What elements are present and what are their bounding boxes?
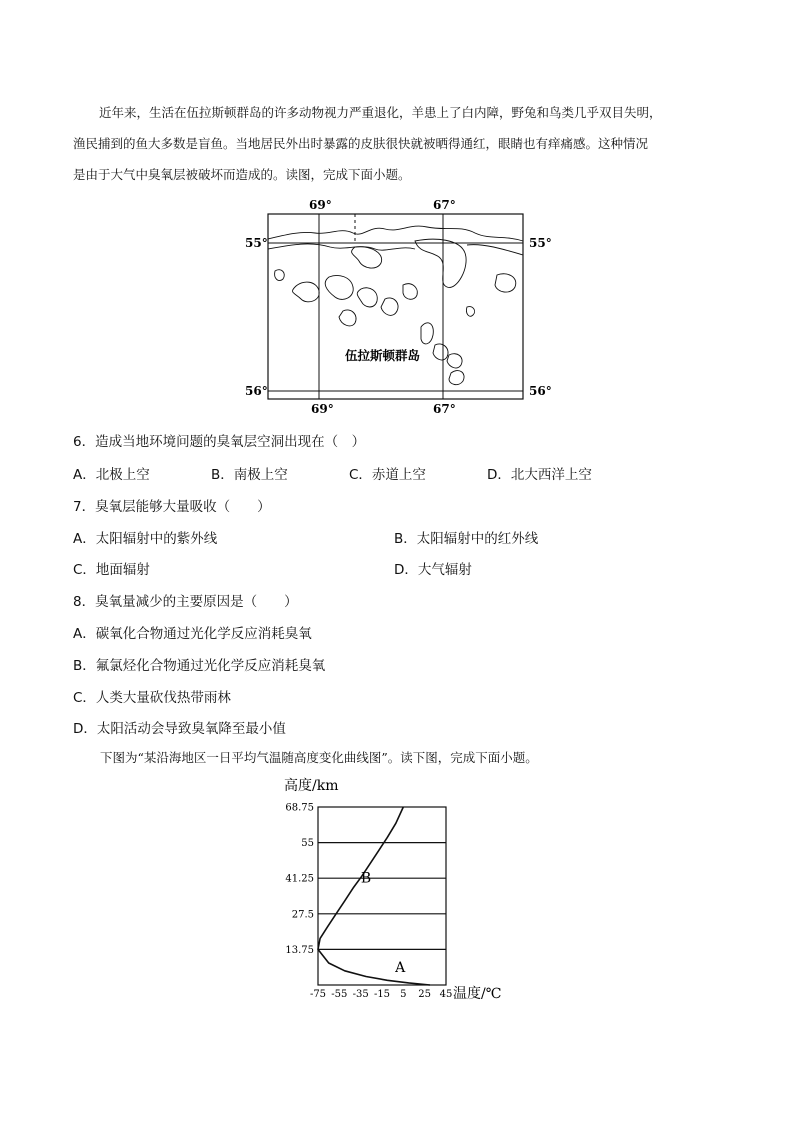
q6-option-d: D．北大西洋上空 [487,467,592,483]
lon-label-67-top: 67° [433,198,456,212]
q7-option-a: A．太阳辐射中的紫外线 [73,531,218,547]
lon-label-69-bottom: 69° [311,402,334,416]
q7-option-b: B．太阳辐射中的红外线 [394,531,539,547]
lat-label-55-right: 55° [529,236,552,250]
chart-annotations [361,871,406,976]
x-tick-label: 45 [439,989,453,1000]
lat-label-56-left: 56° [245,384,268,398]
island-label: 伍拉斯顿群岛 [345,348,421,363]
intro-paragraph [73,97,723,190]
question-7-stem: 7．臭氧层能够大量吸收（ ） [73,499,271,515]
y-tick-label: 27.5 [291,909,314,921]
chart-xlabel: 温度/℃ [453,986,502,1002]
y-tick-label: 13.75 [285,944,314,956]
x-tick-label: 5 [400,989,407,1000]
q6-option-b: B．南极上空 [211,467,288,483]
chart-x-ticks [310,989,452,1000]
lon-label-67-bottom: 67° [433,402,456,416]
q6-option-c: C．赤道上空 [349,467,426,483]
chart-y-ticks [285,803,314,956]
x-tick-label: -55 [331,989,348,1000]
y-tick-label: 55 [301,838,314,850]
chart-ylabel: 高度/km [284,778,339,794]
intro-line-1: 近年来，生活在伍拉斯顿群岛的许多动物视力严重退化，羊患上了白内障，野兔和鸟类几乎双目失明， [99,105,662,120]
q8-option-b: B．氟氯烃化合物通过光化学反应消耗臭氧 [73,658,326,674]
y-tick-label: 68.75 [285,802,314,814]
annotation-A: A [395,960,406,977]
x-tick-label: -15 [373,989,391,1000]
intro-line-2: 渔民捕到的鱼大多数是盲鱼。当地居民外出时暴露的皮肤很快就被晒得通红，眼睛也有痒痛感。这种情况 [73,136,649,151]
q8-option-d: D．太阳活动会导致臭氧降至最小值 [73,721,286,737]
question-6-stem: 6．造成当地环境问题的臭氧层空洞出现在（ ） [73,434,366,450]
q8-option-a: A．碳氧化合物通过光化学反应消耗臭氧 [73,626,312,642]
lon-label-69-top: 69° [309,198,332,212]
q7-option-c: C．地面辐射 [73,562,150,578]
plot-frame [318,807,446,985]
chart-intro: 下图为“某沿海地区一日平均气温随高度变化曲线图”。读下图，完成下面小题。 [100,750,538,765]
x-tick-label: 25 [418,989,432,1000]
annotation-B: B [360,870,372,887]
y-tick-label: 41.25 [285,873,314,885]
q7-option-d: D．大气辐射 [394,562,472,578]
x-tick-label: -75 [309,989,327,1000]
lat-label-56-right: 56° [529,384,552,398]
series-line-0 [318,807,430,985]
island-map [235,195,555,417]
question-8-stem: 8．臭氧量减少的主要原因是（ ） [73,594,298,610]
q8-option-c: C．人类大量砍伐热带雨林 [73,690,231,706]
q6-option-a: A．北极上空 [73,467,150,483]
temperature-height-chart [270,772,520,1007]
chart-grid [318,807,446,985]
map-frame [268,214,523,399]
x-tick-label: -35 [352,989,369,1000]
lat-label-55-left: 55° [245,236,268,250]
intro-line-3: 是由于大气中臭氧层被破坏而造成的。读图，完成下面小题。 [73,167,411,182]
chart-series [318,807,430,985]
